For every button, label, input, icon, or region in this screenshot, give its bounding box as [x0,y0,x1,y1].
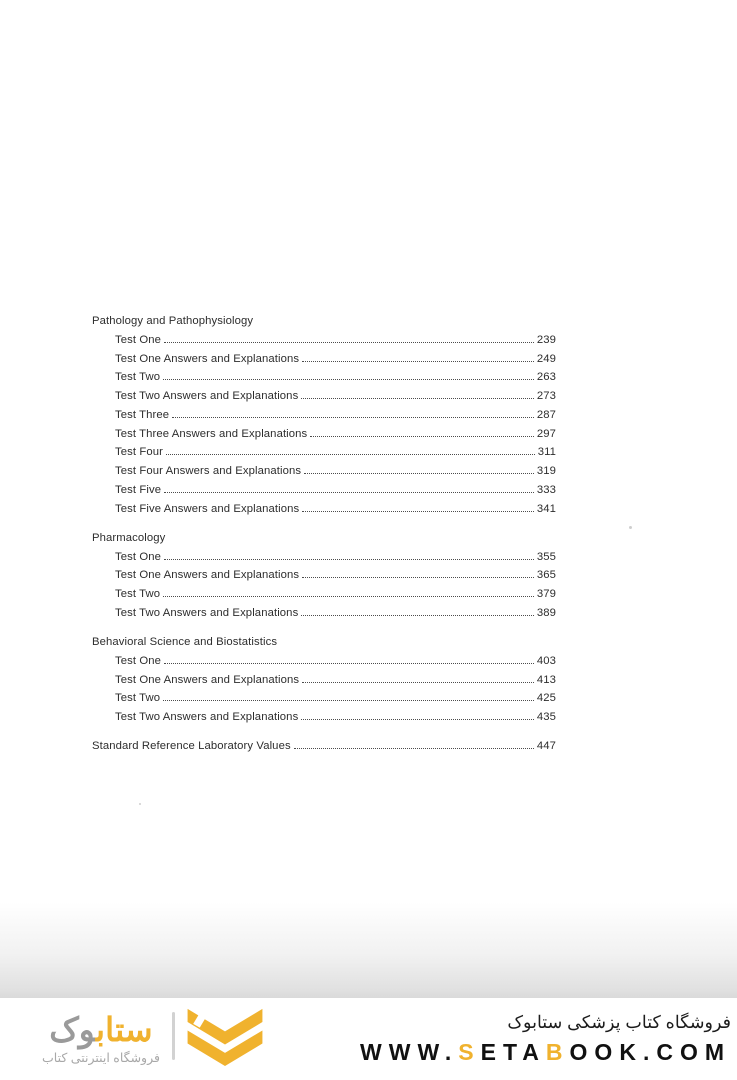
dotted-leader [302,682,534,683]
toc-section-title: Behavioral Science and Biostatistics [92,636,278,648]
dotted-leader [164,663,534,664]
toc-entry [92,548,556,567]
url-com: .COM [642,1039,731,1065]
toc-entry [92,425,556,444]
logo-tagline: فروشگاه اینترنتی کتاب [42,1051,160,1065]
toc-entry-label: Test Three Answers and Explanations [115,427,308,440]
dotted-leader [294,748,534,749]
toc-entry-page: 435 [536,711,556,723]
toc-entry [92,708,556,727]
toc-entry [92,387,556,406]
toc-section-title: Pharmacology [92,531,166,544]
toc-entry-label: Test Four Answers and Explanations [115,465,302,477]
dotted-leader [163,596,534,597]
dotted-leader [163,700,534,701]
toc-entry-page: 365 [536,569,556,582]
toc-entry-page: 389 [536,606,556,619]
toc-entry [92,566,556,585]
toc-entry-page: 249 [536,352,556,365]
toc-entry-label: Test Two [115,588,161,600]
dotted-leader [301,719,534,720]
toc-section-pathology [92,312,556,518]
toc-entry-label: Test Five Answers and Explanations [115,502,300,515]
scan-speck [139,803,141,805]
url-www: WWW. [360,1039,459,1065]
footer-store-info [360,1012,731,1066]
url-ook: OOK [569,1039,643,1065]
toc-section-pharmacology [92,529,556,623]
toc-entry-page: 379 [536,588,556,600]
toc-entry-label: Test Two [115,692,161,705]
toc-entry-standard-reference [92,737,556,756]
toc-entry [92,671,556,690]
scan-speck [629,526,632,529]
toc-entry [92,406,556,425]
toc-entry-label: Test Four [115,446,163,459]
toc-entry [92,443,556,462]
toc-entry-page: 355 [536,550,556,563]
toc-entry-page: 287 [536,408,556,421]
toc-entry-page: 311 [537,446,556,459]
page-bottom-shadow [0,902,737,998]
url-s-accent: S [458,1039,481,1065]
toc-entry-page: 239 [536,333,556,346]
dotted-leader [301,398,534,399]
url-eta: ETA [480,1039,546,1065]
toc-entry-page: 273 [536,390,556,402]
toc-entry-label: Test One Answers and Explanations [115,352,300,365]
toc-entry-label: Test One [115,333,162,346]
toc-entry-label: Test One [115,654,162,667]
toc-entry [92,462,556,481]
dotted-leader [304,473,534,474]
toc-entry [92,585,556,604]
toc-entry [92,331,556,350]
toc-entry [92,604,556,623]
toc-entry-label: Test One Answers and Explanations [115,673,300,686]
logo-divider [172,1012,175,1060]
dotted-leader [172,417,534,418]
toc-entry-page: 319 [536,465,556,477]
watermark-footer [0,998,737,1080]
toc-entry-page: 447 [536,740,556,753]
dotted-leader [302,511,534,512]
dotted-leader [302,577,534,578]
toc-entry-page: 341 [536,502,556,515]
website-url [360,1039,731,1066]
toc-entry-label: Standard Reference Laboratory Values [92,740,291,753]
setabook-logo [42,1008,266,1070]
url-b-accent: B [545,1039,570,1065]
dotted-leader [301,615,534,616]
table-of-contents [92,312,556,756]
setabook-wordmark [42,1013,160,1065]
dotted-leader [166,454,535,455]
toc-entry-label: Test One [115,550,162,563]
wordmark-gray-part: وک [49,1011,96,1048]
toc-entry-label: Test One Answers and Explanations [115,569,300,582]
toc-entry [92,368,556,387]
toc-entry-page: 263 [536,371,556,384]
dotted-leader [164,492,534,493]
toc-entry-page: 425 [536,692,556,705]
toc-entry-page: 297 [536,427,556,440]
toc-entry-label: Test Two Answers and Explanations [115,606,299,619]
dotted-leader [163,379,534,380]
toc-entry [92,481,556,500]
toc-entry-page: 333 [536,483,556,496]
toc-entry-label: Test Five [115,483,162,496]
toc-entry [92,350,556,369]
toc-entry [92,689,556,708]
wordmark-yellow-part: ستاب [95,1011,153,1048]
toc-entry [92,652,556,671]
toc-entry [92,500,556,519]
dotted-leader [164,559,534,560]
toc-entry-label: Test Three [115,408,170,421]
setabook-chevron-emblem-icon [184,1008,266,1066]
toc-section-title: Pathology and Pathophysiology [92,315,254,327]
wordmark-text [42,1013,160,1047]
dotted-leader [164,342,534,343]
toc-entry-label: Test Two Answers and Explanations [115,711,299,723]
dotted-leader [310,436,534,437]
store-name-farsi: فروشگاه کتاب پزشکی ستابوک [507,1012,731,1032]
toc-section-behavioral [92,633,556,727]
toc-entry-label: Test Two Answers and Explanations [115,390,299,402]
dotted-leader [302,361,534,362]
toc-entry-page: 403 [536,654,556,667]
toc-entry-label: Test Two [115,371,161,384]
toc-entry-page: 413 [536,673,556,686]
